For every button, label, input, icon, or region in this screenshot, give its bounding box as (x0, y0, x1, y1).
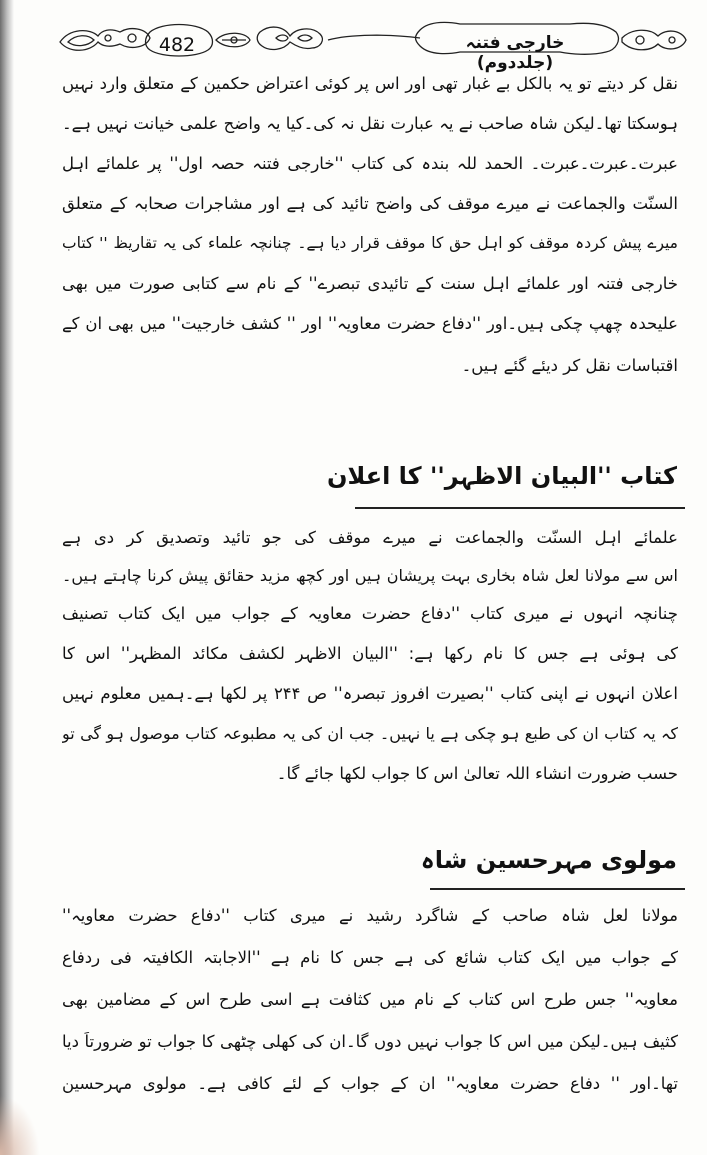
text-line: کہ یہ کتاب ان کی طبع ہو چکی ہے یا نہیں۔ جب ان کی یہ مطبوعہ کتاب موصول ہو گی تو (62, 724, 678, 743)
text-line: اعلان انہوں نے اپنی کتاب ''بصیرت افروز تبصرہ'' ص ۲۴۴ پر لکھا ہے۔ہمیں معلوم نہیں (62, 684, 678, 703)
text-line: کی ہوئی ہے جس کا نام رکھا ہے: ''البیان الاظہر لکشف مکائد المظہر'' اس کا (62, 644, 678, 663)
heading-underline (430, 888, 685, 890)
running-title: خارجی فتنہ (جلددوم) (465, 33, 565, 73)
text-line: چنانچہ انہوں نے میری کتاب ''دفاع حضرت معاویہ کے جواب میں ایک کتاب تصنیف (62, 604, 678, 623)
section-heading-mehr-hussain: مولوی مہرحسین شاہ (420, 846, 677, 874)
page-header (50, 10, 690, 73)
text-line: کثیف ہیں۔لیکن میں اس کا جواب نہیں دوں گا۔ان کی کھلی چٹھی کا جواب تو ضرورتاً دیا (62, 1032, 678, 1051)
text-line: السنّت والجماعت نے میرے موقف کی واضح تائید کی ہے اور مشاجرات صحابہ کے متعلق (62, 194, 678, 213)
text-line: علیحدہ چھپ چکی ہیں۔اور ''دفاع حضرت معاویہ'' اور '' کشف خارجیت'' میں بھی ان کے (62, 314, 678, 333)
paragraph-2 (62, 528, 678, 818)
heading-underline (355, 507, 685, 509)
page-number: 482 (158, 34, 196, 56)
text-line: میرے پیش کردہ موقف کو اہل حق کا موقف قرار دیا ہے۔ چنانچہ علماء کی یہ تقاریظ '' کتاب (62, 234, 678, 252)
text-line: مولانا لعل شاہ صاحب کے شاگرد رشید نے میری کتاب ''دفاع حضرت معاویہ'' (62, 906, 678, 925)
text-line: اس سے مولانا لعل شاہ بخاری بہت پریشان ہیں اور کچھ مزید حقائق پیش کرنا چاہتے ہیں۔ (62, 566, 678, 585)
text-line: عبرت۔عبرت۔عبرت۔ الحمد للہ بندہ کی کتاب ''خارجی فتنہ حصہ اول'' پر علمائے اہل (62, 154, 678, 173)
text-line: ہوسکتا تھا۔لیکن شاہ صاحب نے یہ عبارت نقل نہ کی۔کیا یہ واضح علمی خیانت نہیں ہے۔ (62, 114, 678, 133)
text-line: اقتباسات نقل کر دیئے گئے ہیں۔ (461, 356, 678, 375)
text-line: خارجی فتنہ اور علمائے اہل سنت کے تائیدی تبصرے'' کے نام سے کتابی صورت میں بھی (62, 274, 678, 293)
text-line: کے جواب میں ایک کتاب شائع کی ہے جس کا نام ہے ''الاجابتہ الکافیتہ فی ردفاع (62, 948, 678, 967)
text-line: تھا۔اور '' دفاع حضرت معاویہ'' ان کے جواب کے لئے کافی ہے۔ مولوی مہرحسین (62, 1074, 678, 1093)
text-line: علمائے اہل السنّت والجماعت نے میرے موقف کی جو تائید وتصدیق کر دی ہے (62, 528, 678, 547)
section-heading-al-bayan: کتاب ''البیان الاظہر'' کا اعلان (326, 462, 677, 490)
paragraph-1 (62, 74, 678, 404)
paragraph-3 (62, 906, 678, 1126)
page-corner-stain (0, 1095, 40, 1155)
text-line: معاویہ'' جس طرح اس کتاب کے نام میں کثافت ہے اسی طرح اس کے مضامین بھی (62, 990, 678, 1009)
text-line: حسب ضرورت انشاء اللہ تعالیٰ اس کا جواب لکھا جائے گا۔ (276, 764, 678, 783)
page-edge-shadow (0, 0, 14, 1155)
text-line: نقل کر دیتے تو یہ بالکل بے غبار تھی اور اس پر کوئی اعتراض حکمین کے متعلق وارد نہیں (62, 74, 678, 93)
